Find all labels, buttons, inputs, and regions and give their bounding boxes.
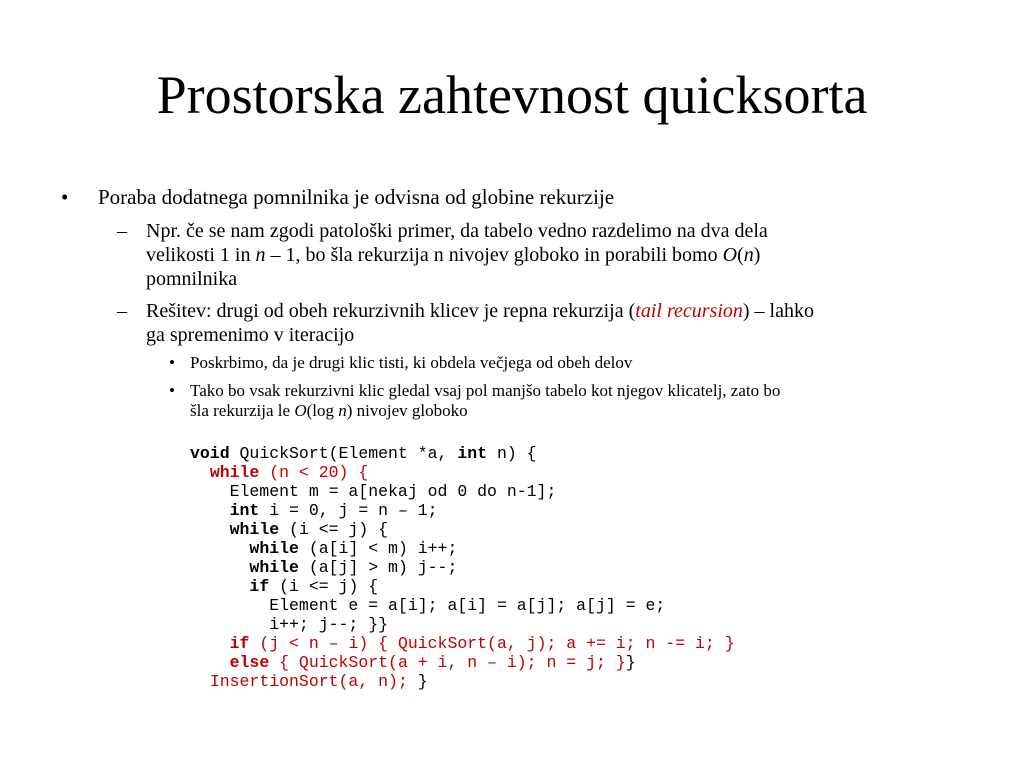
bullet-text-level2-solution [146,299,976,347]
slide-title: Prostorska zahtevnost quicksorta [156,65,868,125]
code-line: int i = 0, j = n – 1; [229,501,438,520]
code-line: while (a[j] > m) j--; [249,558,458,577]
code-line: while (a[i] < m) i++; [249,539,458,558]
code-line: Element e = a[i]; a[i] = a[j]; a[j] = e; [190,596,666,615]
bullet-line: Tako bo vsak rekurzivni klic gledal vsaj pol manjšo tabelo kot njegov klicatelj, zato bo [190,381,781,400]
code-line: if (j < n – i) { QuickSort(a, j); a += i; n -= i; } [229,634,735,653]
bullet-marker-level2: – [117,300,127,322]
bullet-line: pomnilnika [146,268,238,290]
code-line: void QuickSort(Element *a, int n) { [190,444,537,463]
bullet-marker-level2: – [117,220,127,242]
bullet-text-level1: Poraba dodatnega pomnilnika je odvisna od globine rekurzije [98,185,615,209]
code-line: while (n < 20) { [209,463,369,482]
code-line: i++; j--; }} [190,615,389,634]
bullet-marker-level1: • [61,185,69,209]
code-line: InsertionSort(a, n); } [209,672,428,691]
bullet-marker-level3: • [169,381,175,400]
bullet-line: ga spremenimo v iteracijo [146,324,355,346]
code-line: else { QuickSort(a + i, n – i); n = j; }} [229,653,636,672]
bullet-text-level3-depth [190,381,990,421]
code-block [190,444,735,691]
bullet-line: Rešitev: drugi od obeh rekurzivnih klicev je repna rekurzija (tail recursion) – lahko [146,300,814,322]
bullet-text-level2-example [146,219,976,291]
code-line: if (i <= j) { [249,577,379,596]
code-line: Element m = a[nekaj od 0 do n-1]; [190,482,557,501]
bullet-line: velikosti 1 in n – 1, bo šla rekurzija n nivojev globoko in porabili bomo O(n) [146,244,761,266]
code-line: while (i <= j) { [229,520,389,539]
bullet-line: šla rekurzija le O(log n) nivojev globoko [190,401,468,420]
bullet-text-level3-larger-part: Poskrbimo, da je drugi klic tisti, ki obdela večjega od obeh delov [190,353,633,372]
bullet-marker-level3: • [169,353,175,372]
bullet-line: Npr. če se nam zgodi patološki primer, da tabelo vedno razdelimo na dva dela [146,220,768,242]
tail-recursion-term: tail recursion [635,300,743,322]
